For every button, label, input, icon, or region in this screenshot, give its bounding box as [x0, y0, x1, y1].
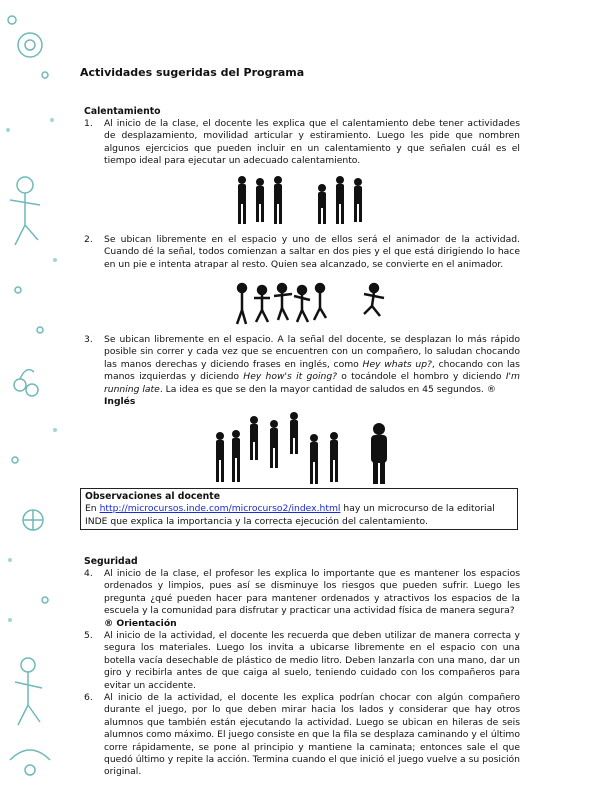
- item-number: 6.: [84, 692, 93, 703]
- list-item: [84, 334, 520, 408]
- item-text: Al inicio de la actividad, el docente les recuerda que deben utilizar de manera correcta y segura los materiales. Luego los invita a ubicarse libremente en el espacio con una botella vacía desechable de plástico de medio litro. Deben lanzarla con una mano, dar un giro y recibirla antes de que caiga al suelo, teniendo cuidado con los compañeros para evitar un accidente.: [104, 630, 520, 691]
- subject-tag: Inglés: [104, 396, 136, 408]
- jumping-children-silhouettes-image: [234, 280, 394, 328]
- item-text-part: o tocándole el hombro y diciendo: [337, 371, 506, 383]
- item-text: Al inicio de la clase, el profesor les explica lo importante que es mantener los espacios ordenados y limpios, pues así se disminuye los riesgos que pueden sufrir. Luego les pregunta ¿qué pueden hacer para mantener ordenados y atractivos los espacios de la escuela y la comunidad para disfrutar y practicar una actividad física de manera segura?: [104, 568, 520, 617]
- list-item: [84, 568, 520, 630]
- item-number: 1.: [84, 118, 93, 129]
- decorative-sidebar-illustration: [0, 0, 75, 800]
- item-text-part: . La idea es que se den la mayor cantidad de saludos en 45 segundos. ®: [159, 383, 496, 395]
- observations-heading: Observaciones al docente: [85, 491, 221, 502]
- list-item: [84, 118, 520, 168]
- microcourse-link[interactable]: http://microcursos.inde.com/microcurso2/index.html: [99, 503, 341, 515]
- observations-text: En: [85, 503, 100, 515]
- item-text: Se ubican libremente en el espacio y uno de ellos será el animador de la actividad. Cuando dé la señal, todos comienzan a saltar en dos pies y el que está dirigiendo lo hace en un pie e intenta atrapar al resto. Quien sea alcanzado, se convierte en el animador.: [104, 234, 520, 270]
- item-text-part: , chocando con las manos izquierdas y diciendo: [104, 358, 520, 383]
- section-heading-calentamiento: Calentamiento: [84, 106, 161, 117]
- english-phrase: Hey how's it going?: [243, 371, 338, 383]
- teacher-observations-box: [80, 488, 518, 530]
- observations-text: hay un microcurso de la editorial INDE que explica la importancia y la correcta ejecución del calentamiento.: [85, 503, 495, 527]
- english-phrase: I'm running late: [104, 371, 520, 395]
- section-heading-seguridad: Seguridad: [84, 556, 138, 567]
- list-item: [84, 692, 520, 779]
- item-number: 4.: [84, 568, 93, 579]
- item-text: Al inicio de la actividad, el docente les explica podrían chocar con algún compañero durante el juego, por lo que deben mirar hacia los lados y considerar que hay otros alumnos que también están ejecutando la actividad. Luego se ubican en hileras de seis alumnos como máximo. El juego consiste en que la fila se desplaza caminando y el último corre rápidamente, se pone al principio y mantiene la caminata; entonces sale el que quedó último y repite la acción. Termina cuando el que inició el juego vuelve a su posición original.: [104, 692, 520, 778]
- list-item: [84, 234, 520, 271]
- page-title: Actividades sugeridas del Programa: [80, 66, 305, 79]
- subject-tag: ® Orientación: [104, 617, 177, 629]
- item-text: Al inicio de la clase, el docente les explica que el calentamiento debe tener actividades de desplazamiento, movilidad articular y estiramiento. Luego les pide que nombren algunos ejercicios que pueden incluir en un calentamiento y que señalen cuál es el tiempo ideal para ejecutar un adecuado calentamiento.: [104, 118, 520, 167]
- item-number: 2.: [84, 234, 93, 245]
- item-text-part: Se ubican libremente en el espacio. A la señal del docente, se desplazan lo más rápido posible sin correr y cada vez que se encuentren con un compañero, lo saludan chocando las manos derechas y diciendo frases en inglés, como: [104, 334, 520, 370]
- english-phrase: Hey whats up?: [362, 358, 432, 370]
- greeting-children-silhouettes-image: [210, 410, 400, 486]
- item-number: 5.: [84, 630, 93, 641]
- item-text: [104, 334, 520, 408]
- item-number: 3.: [84, 334, 93, 345]
- list-item: [84, 630, 520, 692]
- children-silhouettes-image: [228, 172, 383, 228]
